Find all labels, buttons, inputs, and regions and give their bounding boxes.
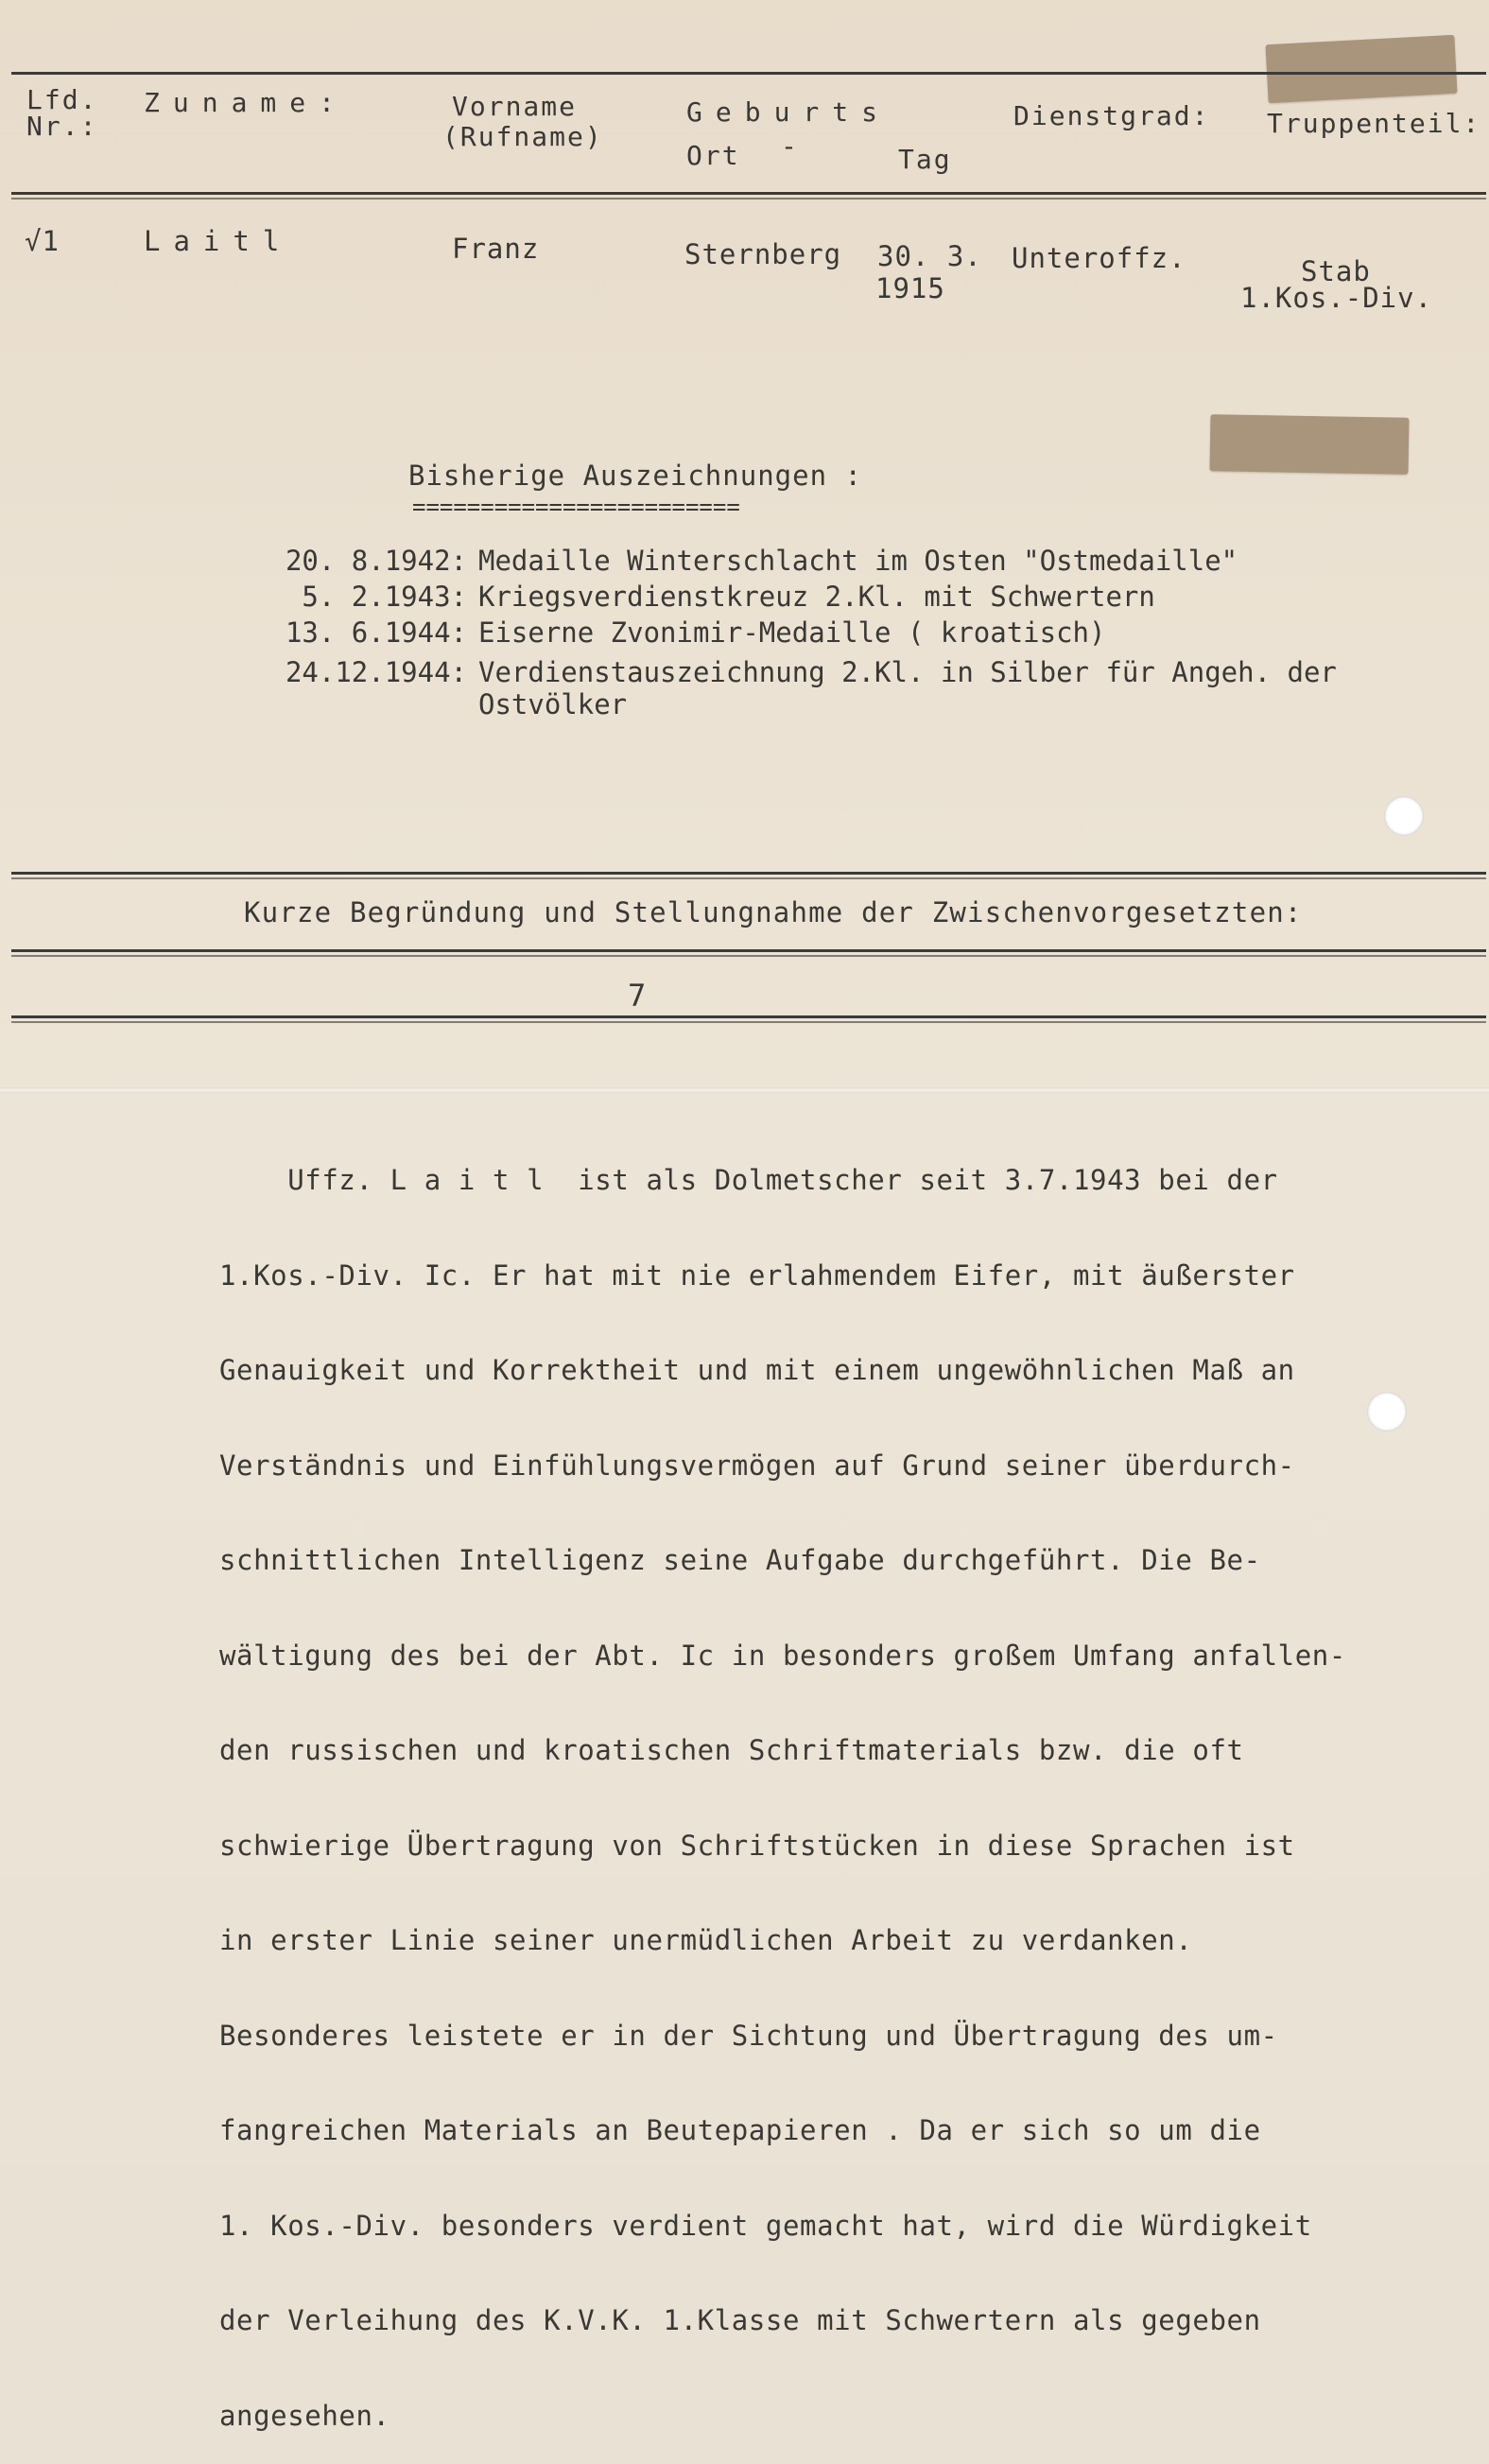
tape-strip-middle (1209, 414, 1409, 475)
record-tag: 30. 3. (877, 240, 982, 272)
section-title: Kurze Begründung und Stellungnahme der Zwischenvorgesetzten: (244, 896, 1303, 928)
record-truppenteil-1: Stab (1301, 255, 1371, 287)
header-vorname: Vorname (452, 91, 578, 122)
record-vorname: Franz (452, 233, 540, 265)
header-dash: - (781, 130, 799, 162)
paragraph-line: wältigung des bei der Abt. Ic in besonders großem Umfang anfallen- (219, 1639, 1346, 1672)
award-text: Kriegsverdienstkreuz 2.Kl. mit Schwertern (478, 581, 1155, 613)
section-mid-rule (11, 949, 1486, 952)
header-bottom-rule-2 (11, 198, 1486, 200)
award-date: 5. 2.1943: (302, 581, 467, 613)
header-ort: Ort (686, 140, 740, 171)
header-dienstgrad: Dienstgrad: (1013, 100, 1210, 131)
awards-heading: Bisherige Auszeichnungen : (408, 460, 862, 492)
record-truppenteil-2: 1.Kos.-Div. (1240, 282, 1433, 314)
award-date: 24.12.1944: (285, 656, 467, 688)
section-number: 7 (628, 978, 648, 1014)
record-jahr: 1915 (875, 272, 945, 304)
paper-fold (0, 1087, 1489, 1093)
award-date: 20. 8.1942: (285, 545, 467, 577)
award-item (248, 545, 1424, 577)
paragraph-line: schwierige Übertragung von Schriftstücken in diese Sprachen ist (219, 1829, 1295, 1862)
header-geburts: Geburts (686, 96, 892, 128)
paragraph-line: den russischen und kroatischen Schriftmaterials bzw. die oft (219, 1734, 1244, 1766)
paragraph-line: in erster Linie seiner unermüdlichen Arbeit zu verdanken. (219, 1924, 1193, 1956)
paragraph-line: fangreichen Materials an Beutepapieren . Da er sich so um die (219, 2114, 1261, 2146)
award-text: Verdienstauszeichnung 2.Kl. in Silber für Angeh. der Ostvölker (478, 656, 1337, 720)
header-top-rule (11, 72, 1486, 75)
award-text: Eiserne Zvonimir-Medaille ( kroatisch) (478, 616, 1106, 649)
header-tag: Tag (898, 144, 952, 175)
section-bottom-rule (11, 1015, 1486, 1018)
record-ort: Sternberg (684, 238, 842, 270)
award-item (248, 581, 1424, 613)
section-bottom-rule-2 (11, 1021, 1486, 1023)
header-zuname: Zuname: (144, 87, 349, 118)
award-item (248, 656, 1424, 720)
section-top-rule (11, 872, 1486, 875)
paragraph-line: angesehen. (219, 2399, 390, 2432)
section-mid-rule-2 (11, 955, 1486, 957)
paragraph-line: 1. Kos.-Div. besonders verdient gemacht hat, wird die Würdigkeit (219, 2209, 1312, 2242)
header-truppenteil: Truppenteil: (1267, 108, 1481, 139)
paragraph-line: Genauigkeit und Korrektheit und mit einem ungewöhnlichen Maß an (219, 1354, 1295, 1386)
punch-hole-upper (1384, 796, 1424, 836)
paragraph-line: Uffz. L a i t l ist als Dolmetscher seit 3.7.1943 bei der (219, 1164, 1278, 1196)
tape-strip-top (1266, 35, 1458, 103)
justification-paragraph (219, 1102, 1467, 2464)
record-nr: √1 (25, 225, 60, 257)
section-top-rule-2 (11, 877, 1486, 879)
awards-heading-underline: ======================== (412, 494, 740, 520)
header-bottom-rule (11, 192, 1486, 195)
header-rufname: (Rufname) (442, 121, 603, 152)
paragraph-line: 1.Kos.-Div. Ic. Er hat mit nie erlahmendem Eifer, mit äußerster (219, 1258, 1295, 1292)
award-text: Medaille Winterschlacht im Osten "Ostmedaille" (478, 545, 1238, 577)
paragraph-line: Besonderes leistete er in der Sichtung und Übertragung des um- (219, 2019, 1278, 2052)
header-lfd-nr: Lfd. Nr.: (26, 84, 98, 142)
record-zuname: Laitl (144, 225, 293, 257)
award-item (248, 616, 1424, 649)
record-dienstgrad: Unteroffz. (1012, 242, 1186, 274)
award-date: 13. 6.1944: (285, 616, 467, 649)
paragraph-line: schnittlichen Intelligenz seine Aufgabe durchgeführt. Die Be- (219, 1544, 1261, 1576)
paragraph-line: Verständnis und Einfühlungsvermögen auf Grund seiner überdurch- (219, 1449, 1295, 1482)
paragraph-line: der Verleihung des K.V.K. 1.Klasse mit Schwertern als gegeben (219, 2304, 1261, 2336)
